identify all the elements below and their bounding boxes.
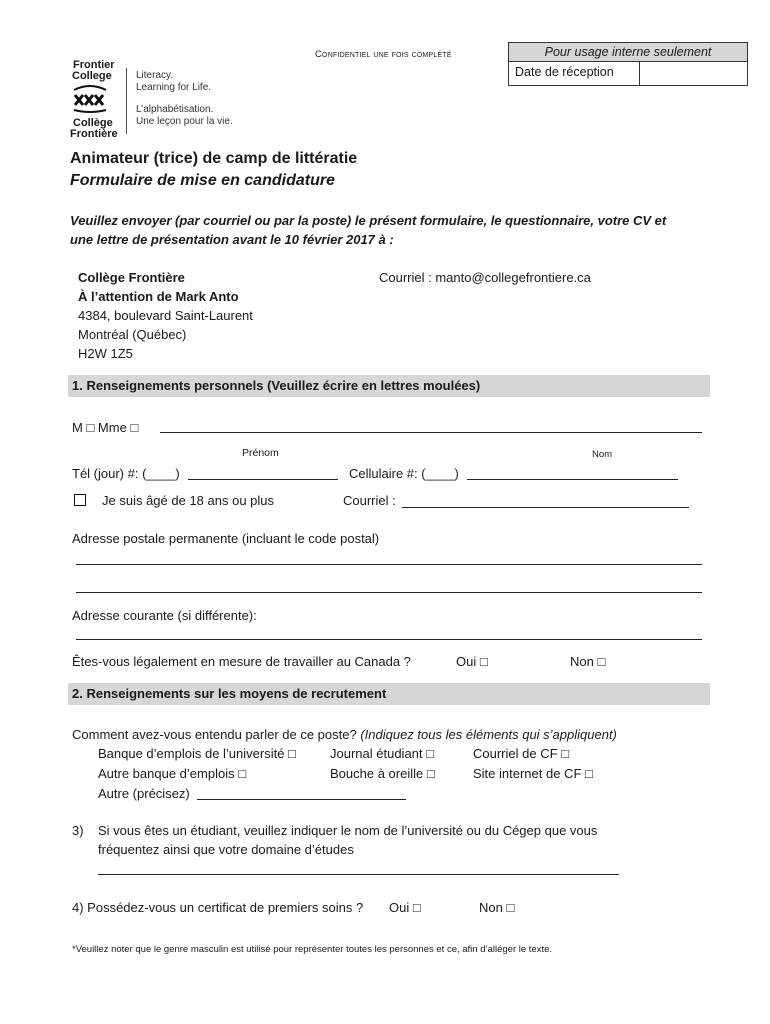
cell-line[interactable] bbox=[467, 479, 678, 480]
instructions-line-1: Veuillez envoyer (par courriel ou par la poste) le présent formulaire, le questionnaire, votre CV et bbox=[70, 213, 667, 228]
internal-use-box bbox=[508, 42, 748, 86]
recruitment-question-row bbox=[72, 727, 617, 742]
confidential-notice: Confidentiel une fois complété bbox=[315, 49, 452, 60]
q3-line-2: fréquentez ainsi que votre domaine d’études bbox=[98, 842, 354, 857]
logo-divider bbox=[126, 68, 127, 134]
age-checkbox[interactable] bbox=[74, 494, 86, 506]
address-postal: H2W 1Z5 bbox=[78, 346, 133, 361]
section-1-title: 1. Renseignements personnels (Veuillez écrire en lettres moulées) bbox=[72, 378, 481, 393]
adresse-permanente-line-2[interactable] bbox=[76, 592, 702, 593]
section-1-header bbox=[68, 375, 710, 397]
recruitment-question-note: (Indiquez tous les éléments qui s’appliquent) bbox=[360, 727, 617, 742]
q4-question: 4) Possédez-vous un certificat de premiers soins ? bbox=[72, 900, 364, 915]
logo-tagline-fr-1: L’alphabétisation. bbox=[136, 104, 214, 115]
address-city: Montréal (Québec) bbox=[78, 327, 187, 342]
address-email: Courriel : manto@collegefrontiere.ca bbox=[379, 270, 591, 285]
logo-name-en-2: College bbox=[72, 70, 112, 82]
logo bbox=[70, 60, 250, 140]
q3-line-1: Si vous êtes un étudiant, veuillez indiquer le nom de l’université ou du Cégep que vous bbox=[98, 823, 598, 838]
section-2-header bbox=[68, 683, 710, 705]
option-site-cf[interactable]: Site internet de CF □ bbox=[473, 766, 593, 781]
section-2-title: 2. Renseignements sur les moyens de recrutement bbox=[72, 686, 387, 701]
address-attention: À l’attention de Mark Anto bbox=[78, 289, 239, 304]
logo-name-fr-1: Collège bbox=[73, 117, 113, 129]
reception-date-label: Date de réception bbox=[515, 65, 614, 79]
form-title: Animateur (trice) de camp de littératie bbox=[70, 150, 358, 167]
logo-tagline-fr-2: Une leçon pour la vie. bbox=[136, 116, 233, 127]
option-autre-line[interactable] bbox=[197, 799, 406, 800]
address-org: Collège Frontière bbox=[78, 270, 185, 285]
q3-number: 3) bbox=[72, 823, 84, 838]
legal-oui-checkbox[interactable]: Oui □ bbox=[456, 654, 488, 669]
legal-non-checkbox[interactable]: Non □ bbox=[570, 654, 606, 669]
tel-label: Tél (jour) #: (____) bbox=[72, 466, 180, 481]
name-line[interactable] bbox=[160, 432, 702, 433]
instructions-line-2: une lettre de présentation avant le 10 février 2017 à : bbox=[70, 232, 394, 247]
option-journal-etudiant[interactable]: Journal étudiant □ bbox=[330, 746, 434, 761]
option-bouche-oreille[interactable]: Bouche à oreille □ bbox=[330, 766, 435, 781]
courriel-line[interactable] bbox=[402, 507, 689, 508]
adresse-permanente-line-1[interactable] bbox=[76, 564, 702, 565]
adresse-permanente-label: Adresse postale permanente (incluant le code postal) bbox=[72, 531, 380, 546]
footnote: *Veuillez noter que le genre masculin est utilisé pour représenter toutes les personnes et ce, afin d’alléger le texte. bbox=[72, 944, 553, 955]
tel-line[interactable] bbox=[188, 479, 338, 480]
option-autre-label: Autre (précisez) bbox=[98, 786, 190, 801]
option-autre-banque[interactable]: Autre banque d’emplois □ bbox=[98, 766, 247, 781]
cell-label: Cellulaire #: (____) bbox=[349, 466, 459, 481]
option-banque-universite[interactable]: Banque d’emplois de l’université □ bbox=[98, 746, 296, 761]
prenom-label: Prénom bbox=[242, 447, 279, 459]
logo-tagline-en-2: Learning for Life. bbox=[136, 82, 212, 93]
internal-use-title: Pour usage interne seulement bbox=[509, 43, 747, 62]
age-row bbox=[74, 493, 274, 508]
recruitment-question: Comment avez-vous entendu parler de ce poste? bbox=[72, 727, 357, 742]
logo-name-fr-2: Frontière bbox=[70, 128, 118, 140]
adresse-courante-line[interactable] bbox=[76, 639, 702, 640]
legal-question: Êtes-vous légalement en mesure de travailler au Canada ? bbox=[72, 654, 411, 669]
form-subtitle: Formulaire de mise en candidature bbox=[70, 172, 335, 189]
title-checkboxes[interactable]: M □ Mme □ bbox=[72, 420, 139, 435]
logo-emblem-icon bbox=[72, 84, 108, 114]
age-label: Je suis âgé de 18 ans ou plus bbox=[102, 493, 275, 508]
q3-answer-line[interactable] bbox=[98, 874, 619, 875]
reception-date-field[interactable] bbox=[639, 62, 748, 85]
q4-non-checkbox[interactable]: Non □ bbox=[479, 900, 515, 915]
logo-tagline-en-1: Literacy. bbox=[136, 70, 174, 81]
courriel-label: Courriel : bbox=[343, 493, 396, 508]
option-courriel-cf[interactable]: Courriel de CF □ bbox=[473, 746, 569, 761]
address-street: 4384, boulevard Saint-Laurent bbox=[78, 308, 253, 323]
q4-oui-checkbox[interactable]: Oui □ bbox=[389, 900, 421, 915]
adresse-courante-label: Adresse courante (si différente): bbox=[72, 608, 257, 623]
logo-name-en-1: Frontier bbox=[73, 59, 115, 71]
nom-label: Nom bbox=[592, 449, 613, 460]
